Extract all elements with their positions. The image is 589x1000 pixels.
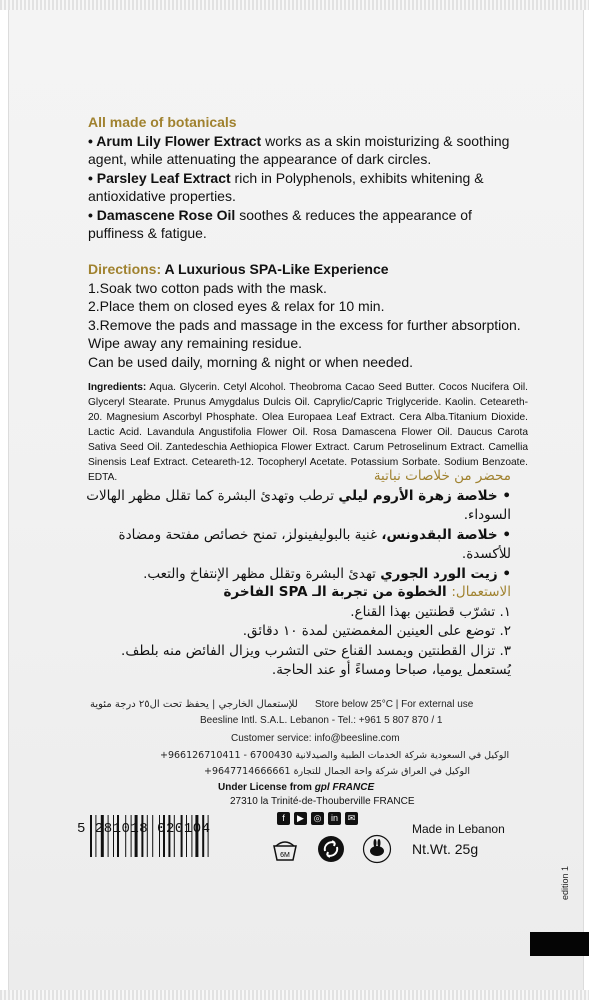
arabic-storage-text: للإستعمال الخارجي | يحفظ تحت ال٢٥ درجة مئوية [90, 699, 298, 710]
bottom-serrated-edge [0, 990, 589, 1000]
arabic-botanical-item [71, 526, 511, 565]
license-text: Under License from [218, 782, 312, 793]
arabic-directions-section [71, 583, 511, 681]
arabic-botanical-item [71, 487, 511, 526]
arabic-direction-step: ٣. تزال القطنتين ويمسد القناع حتى التشرب ويزال الفائض منه بلطف. [121, 642, 511, 659]
botanical-description: works as a skin moisturizing & soothing agent, while attenuating the appearance of dark circles. [88, 132, 510, 167]
saudi-agent-text: +966126710411 - 6700430 الوكيل في السعودية شركة الخدمات الطبية والصيدلانية [160, 750, 510, 761]
pao-label: 6M [280, 852, 290, 859]
arabic-directions-title: الخطوة من تجربة الـ SPA الفاخرة [223, 584, 452, 600]
made-in-text: Made in Lebanon [412, 822, 505, 836]
packaging-symbols [270, 834, 392, 864]
arabic-botanical-description: غنية بالبوليفينولز، تمنح خصائص مفتحة ومضادة للأكسدة. [118, 526, 511, 562]
pao-icon [270, 834, 300, 864]
botanical-description: rich in Polyphenols, exhibits whitening & antioxidative properties. [88, 169, 484, 204]
botanicals-heading: All made of botanicals [88, 114, 237, 130]
botanical-name: • Parsley Leaf Extract [88, 169, 231, 186]
botanicals-section [88, 113, 528, 243]
direction-step: 1.Soak two cotton pads with the mask. [88, 279, 327, 296]
direction-step: 2.Place them on closed eyes & relax for 10 min. [88, 298, 385, 314]
social-icons [277, 812, 358, 825]
company-text: Beesline Intl. S.A.L. Lebanon - Tel.: +961 5 807 870 / 1 [200, 715, 443, 726]
arabic-direction-step: ٢. توضع على العينين المغمضتين لمدة ١٠ دقائق. [242, 623, 511, 639]
arabic-botanical-name: • خلاصة زهرة الأروم ليلي [338, 487, 511, 504]
customer-service-text: Customer service: info@beesline.com [231, 733, 400, 744]
storage-text: Store below 25°C | For external use [315, 699, 474, 710]
youtube-icon: ▶ [294, 812, 307, 825]
cruelty-free-icon [362, 834, 392, 864]
arabic-botanical-name: • خلاصة البقدونس، [381, 526, 511, 543]
arabic-botanical-name: • زيت الورد الجوري [380, 565, 511, 582]
ingredients-label: Ingredients: [88, 382, 147, 393]
direction-step: 3.Remove the pads and massage in the excess for further absorption. Wipe away any remaining residue. [88, 316, 521, 351]
net-weight-text: Nt.Wt. 25g [412, 841, 479, 857]
directions-title: A Luxurious SPA-Like Experience [161, 261, 389, 277]
linkedin-icon: in [328, 812, 341, 825]
ingredients-list: Aqua. Glycerin. Cetyl Alcohol. Theobroma Cacao Seed Butter. Cocos Nucifera Oil. Glyceryl Stearate. Prunus Amygdalus Dulcis Oil. Caprylic/Capric Triglyceride. Kaolin. Ceteareth-20. Magnesium Ascorbyl Phosphate. Olea Europaea Leaf Extract. Cera Alba.Titanium Dioxide. Lactic Acid. Lavandula Angustifolia Flower Oil. Rosa Damascena Flower Oil. Daucus Carota Sativa Seed Oil. Zantedeschia Aethiopica Flower Extract. Carum Petroselinum Extract. Camellia Sinensis Leaf Extract. Ceteareth-12. Tocopheryl Acetate. Potassium Sorbate. Sodium Benzoate. EDTA. [88, 382, 528, 483]
iraq-agent-text: +9647714666661 الوكيل في العراق شركة واحة الجمال للتجارة [204, 766, 470, 777]
botanical-item [88, 169, 528, 206]
direction-step: Can be used daily, morning & night or when needed. [88, 353, 414, 370]
top-serrated-edge [0, 0, 589, 10]
botanical-name: • Damascene Rose Oil [88, 206, 236, 223]
black-tab [530, 932, 589, 956]
email-icon: ✉ [345, 812, 358, 825]
instagram-icon: ◎ [311, 812, 324, 825]
arabic-botanicals-heading: محضر من خلاصات نباتية [373, 468, 511, 484]
arabic-botanicals-section [71, 467, 511, 584]
edition-text: edition 1 [560, 865, 570, 900]
arabic-directions-heading [71, 583, 511, 603]
barcode-number: 5 281018 020104 [77, 821, 211, 837]
license-address: 27310 la Trinité-de-Thouberville FRANCE [230, 796, 415, 807]
arabic-direction-step: ١. تشرّب قطنتين بهذا القناع. [350, 603, 511, 620]
license-brand: gpl FRANCE [314, 782, 375, 793]
recycle-icon [316, 834, 346, 864]
botanical-name: • Arum Lily Flower Extract [88, 132, 262, 149]
directions-section [88, 260, 528, 371]
botanical-description: soothes & reduces the appearance of puffiness & fatigue. [88, 206, 472, 241]
botanical-item [88, 132, 528, 169]
arabic-botanical-description: ترطب وتهدئ البشرة كما تقلل مظهر الهالات السوداء. [86, 487, 511, 523]
directions-label: Directions: [88, 261, 162, 277]
facebook-icon: f [277, 812, 290, 825]
botanical-item [88, 206, 528, 243]
arabic-direction-step: يُستعمل يوميا، صباحا ومساءً أو عند الحاجة. [271, 662, 511, 678]
arabic-botanical-item [71, 565, 511, 585]
arabic-directions-label: الاستعمال: [451, 584, 511, 600]
license-line [218, 782, 374, 793]
directions-heading [88, 260, 528, 279]
arabic-botanical-description: تهدئ البشرة وتقلل مظهر الإنتفاخ والتعب. [143, 565, 381, 582]
